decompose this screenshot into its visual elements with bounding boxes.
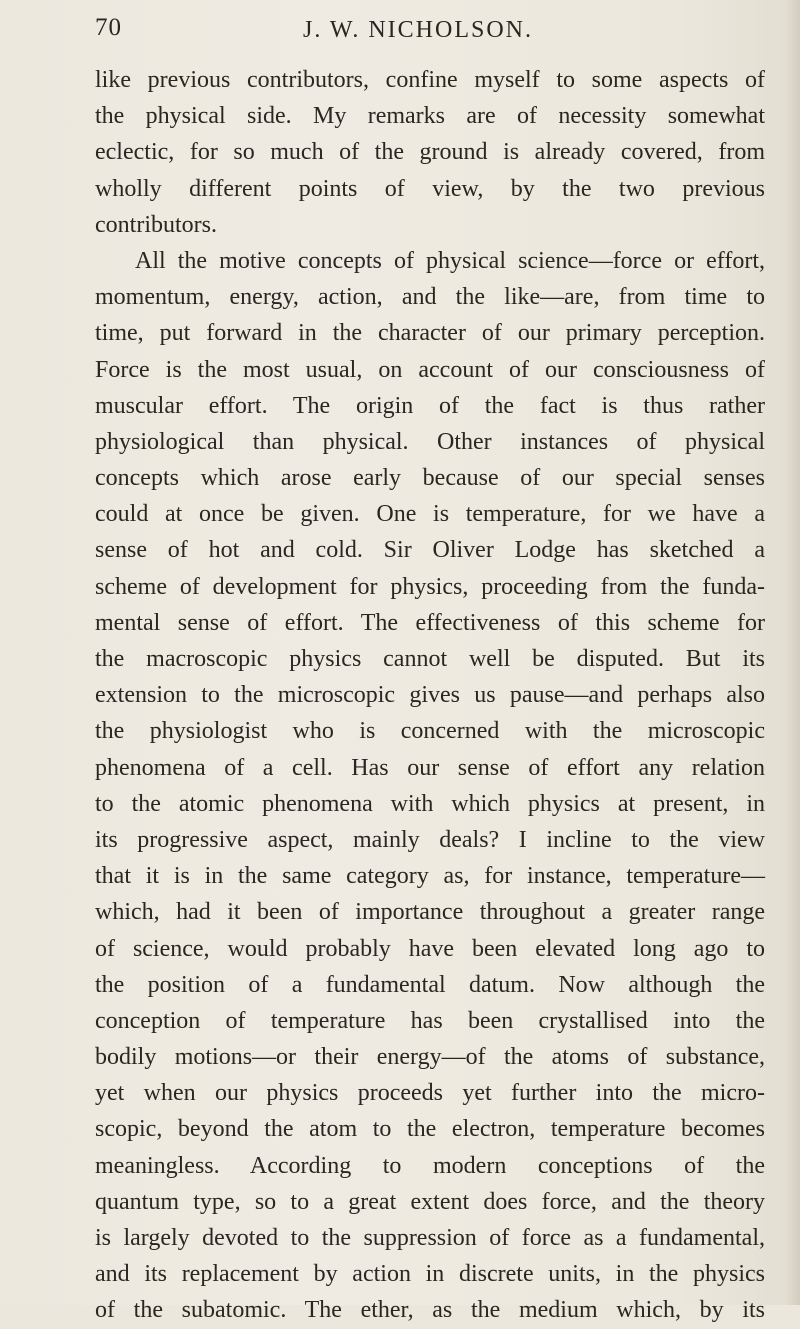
text-line: mental sense of effort. The effectiveness of this scheme for <box>95 609 765 636</box>
text-line: to the atomic phenomena with which physics at present, in <box>95 790 765 817</box>
text-line: the macroscopic physics cannot well be disputed. But its <box>95 646 765 672</box>
text-line: its progressive aspect, mainly deals? I incline to the view <box>95 826 765 853</box>
text-line: and its replacement by action in discrete units, in the physics <box>95 1261 765 1288</box>
text-line: the physiologist who is concerned with the microscopic <box>95 718 765 745</box>
text-line: bodily motions—or their energy—of the atoms of substance, <box>95 1044 765 1071</box>
text-line: the physical side. My remarks are of necessity somewhat <box>95 103 765 130</box>
text-line: is largely devoted to the suppression of force as a fundamental, <box>95 1225 765 1251</box>
text-line: Force is the most usual, on account of our consciousness of <box>95 356 765 383</box>
body-text <box>95 62 765 1329</box>
text-line: that it is in the same category as, for instance, temperature— <box>95 863 765 890</box>
text-line: wholly different points of view, by the two previous <box>95 175 765 202</box>
paragraph-start-line: All the motive concepts of physical science—force or effort, <box>135 247 765 274</box>
text-line: of the subatomic. The ether, as the medium which, by its <box>95 1297 765 1324</box>
page-number: 70 <box>95 14 122 41</box>
text-line: meaningless. According to modern conceptions of the <box>95 1152 765 1179</box>
text-line: quantum type, so to a great extent does force, and the theory <box>95 1188 765 1215</box>
text-line: the position of a fundamental datum. Now although the <box>95 971 765 998</box>
text-line: extension to the microscopic gives us pause—and perhaps also <box>95 682 765 709</box>
page-header <box>0 0 800 60</box>
text-line: of science, would probably have been elevated long ago to <box>95 935 765 962</box>
text-line: conception of temperature has been crystallised into the <box>95 1007 765 1034</box>
text-line: phenomena of a cell. Has our sense of effort any relation <box>95 754 765 781</box>
text-line: time, put forward in the character of our primary perception. <box>95 320 765 347</box>
paragraph-end-line: contributors. <box>95 211 217 238</box>
text-line: like previous contributors, confine myself to some aspects of <box>95 67 765 93</box>
text-line: scheme of development for physics, proceeding from the funda- <box>95 573 765 600</box>
text-line: yet when our physics proceeds yet further into the micro- <box>95 1080 765 1107</box>
text-line: muscular effort. The origin of the fact is thus rather <box>95 392 765 419</box>
text-line: momentum, energy, action, and the like—are, from time to <box>95 284 765 311</box>
text-line: which, had it been of importance throughout a greater range <box>95 899 765 926</box>
text-line: scopic, beyond the atom to the electron, temperature becomes <box>95 1116 765 1143</box>
text-line: sense of hot and cold. Sir Oliver Lodge has sketched a <box>95 537 765 564</box>
text-line: eclectic, for so much of the ground is already covered, from <box>95 139 765 166</box>
page-edge-shadow <box>784 0 800 1305</box>
text-line: physiological than physical. Other instances of physical <box>95 428 765 455</box>
running-head: J. W. NICHOLSON. <box>302 17 534 43</box>
text-line: could at once be given. One is temperature, for we have a <box>95 501 765 528</box>
text-line: concepts which arose early because of our special senses <box>95 465 765 492</box>
